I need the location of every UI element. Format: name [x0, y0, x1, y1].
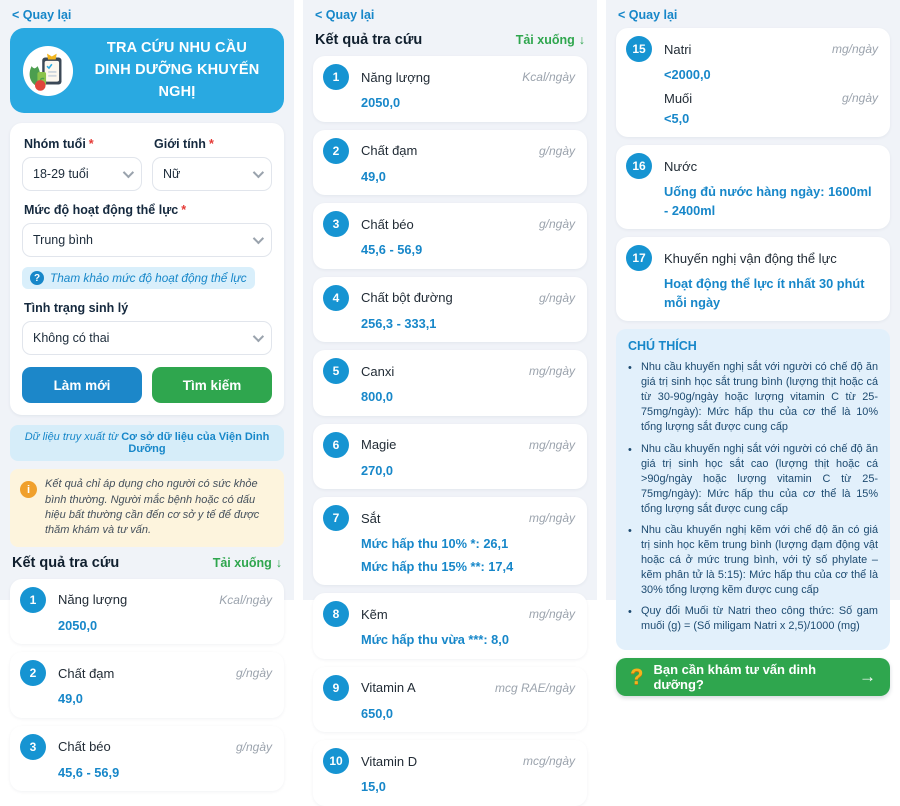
result-name: Năng lượng: [361, 69, 431, 85]
result-value: Mức hấp thu 15% **: 17,4: [361, 558, 514, 574]
result-value: 256,3 - 333,1: [361, 315, 437, 331]
result-number-badge: 9: [323, 675, 349, 701]
question-mark-icon: ?: [630, 664, 644, 690]
result-value: 15,0: [361, 779, 386, 795]
chevron-down-icon: [123, 167, 134, 178]
disclaimer-box: [10, 469, 284, 547]
result-unit: g/ngày: [538, 143, 575, 158]
result-number-badge: 2: [323, 138, 349, 164]
result-name: Khuyến nghị vận động thể lực: [664, 250, 837, 266]
result-number-badge: 3: [323, 211, 349, 237]
result-unit: g/ngày: [235, 739, 272, 754]
result-number-badge: 1: [20, 587, 46, 613]
age-group-value: 18-29 tuổi: [33, 167, 89, 182]
note-item: [628, 523, 878, 598]
back-link[interactable]: < Quay lại: [315, 8, 375, 22]
result-card-iron: [313, 497, 587, 585]
bullet-icon: •: [628, 443, 632, 456]
result-card-protein: [10, 652, 284, 718]
note-text: Nhu cầu khuyến nghị sắt với người có chế độ ăn giá trị sinh học sắt cao (lượng thịt hoặc cá >90g/ngày hoặc lượng vitamin C từ 25-75mg/ngày): Mức hấp thu của cơ thể là 15% tổng lượng sắt được cung cấp: [641, 442, 878, 515]
result-number-badge: 15: [626, 36, 652, 62]
result-name: Chất đạm: [58, 665, 115, 681]
page-title: TRA CỨU NHU CẦU DINH DƯỠNG KHUYẾN NGHỊ: [94, 40, 260, 100]
lookup-form-card: [10, 123, 284, 415]
required-mark: *: [88, 137, 94, 152]
result-unit: mcg/ngày: [522, 754, 575, 769]
result-number-badge: 2: [20, 660, 46, 686]
physio-status-select[interactable]: [22, 321, 272, 355]
results-title: Kết quả tra cứu: [315, 32, 423, 48]
result-number-badge: 1: [323, 64, 349, 90]
result-card-zinc: [313, 593, 587, 659]
result-value: 800,0: [361, 389, 394, 405]
result-number-badge: 8: [323, 601, 349, 627]
arrow-right-icon: →: [859, 667, 876, 687]
result-unit: mg/ngày: [528, 364, 575, 379]
result-value: Hoạt động thể lực ít nhất 30 phút mỗi ngày: [664, 276, 865, 310]
notes-title: CHÚ THÍCH: [628, 339, 697, 354]
result-name: Natri: [664, 41, 692, 57]
reset-button[interactable]: Làm mới: [22, 367, 142, 403]
result-card-fat: [313, 203, 587, 269]
result-value: Uống đủ nước hàng ngày: 1600ml - 2400ml: [664, 184, 872, 218]
result-name: Muối: [664, 90, 693, 106]
result-unit: Kcal/ngày: [219, 592, 272, 607]
result-name: Chất béo: [58, 739, 111, 755]
activity-level-label: Mức độ hoạt động thể lực *: [24, 203, 187, 218]
age-group-label: Nhóm tuổi *: [24, 137, 94, 152]
result-number-badge: 17: [626, 245, 652, 271]
result-unit: g/ngày: [538, 290, 575, 305]
nutrition-clipboard-icon: [22, 45, 74, 97]
result-value: <2000,0: [664, 67, 711, 82]
result-name: Kẽm: [361, 606, 388, 622]
result-value: Mức hấp thu vừa ***: 8,0: [361, 632, 509, 648]
result-value: <5,0: [664, 110, 690, 126]
result-value: 45,6 - 56,9: [58, 764, 120, 780]
bullet-icon: •: [628, 362, 632, 375]
result-name: Magie: [361, 437, 397, 453]
result-card-magnesium: [313, 424, 587, 490]
result-unit: g/ngày: [841, 90, 878, 105]
activity-reference-link[interactable]: ? Tham khảo mức độ hoạt động thể lực: [22, 267, 255, 289]
result-card-water: [616, 145, 890, 229]
result-unit: Kcal/ngày: [522, 70, 575, 84]
result-card-sodium: [616, 28, 890, 137]
download-button[interactable]: Tải xuống ↓: [212, 555, 282, 570]
activity-level-value: Trung bình: [33, 233, 93, 248]
required-mark: *: [208, 137, 214, 152]
result-number-badge: 7: [323, 505, 349, 531]
result-name: Năng lượng: [58, 592, 128, 608]
note-text: Nhu cầu khuyến nghị kẽm với chế độ ăn có giá trị sinh học kẽm trung bình (lượng đạm động vật hoặc cá ở mức trung bình, với tỷ số phylate – kẽm phân tử là 5:15): Mức hấp thu của cơ thể là 30% tổng lượng kẽm được cung cấp: [641, 523, 878, 596]
result-number-badge: 6: [323, 432, 349, 458]
note-item: [628, 442, 878, 517]
chevron-down-icon: [253, 167, 264, 178]
result-value: 270,0: [361, 462, 394, 478]
result-unit: mg/ngày: [528, 437, 575, 452]
result-value: 49,0: [58, 691, 83, 707]
result-unit: mg/ngày: [528, 607, 575, 622]
result-value: 45,6 - 56,9: [361, 242, 423, 258]
result-name: Nước: [664, 158, 698, 174]
note-text: Quy đổi Muối từ Natri theo công thức: Số gam muối (g) = (Số miligam Natri x 2,5)/1000 (mg): [641, 604, 878, 633]
result-card-energy: [10, 579, 284, 645]
data-source-note: Dữ liệu truy xuất từ Cơ sở dữ liệu của Viện Dinh Dưỡng: [10, 425, 284, 461]
result-card-physical-activity: [616, 237, 890, 321]
physio-status-value: Không có thai: [33, 331, 110, 346]
result-card-fat-clipped: [10, 726, 284, 792]
note-item: [628, 360, 878, 435]
gender-select[interactable]: [152, 157, 272, 191]
result-value: 49,0: [361, 168, 386, 184]
result-number-badge: 16: [626, 153, 652, 179]
bullet-icon: •: [628, 605, 632, 618]
result-card-vitamin-a: [313, 667, 587, 733]
result-name: Vitamin A: [361, 680, 416, 696]
result-number-badge: 3: [20, 734, 46, 760]
cta-label: Bạn cần khám tư vấn dinh dưỡng?: [653, 662, 817, 693]
result-number-badge: 5: [323, 358, 349, 384]
chevron-down-icon: [253, 233, 264, 244]
back-link[interactable]: < Quay lại: [12, 8, 72, 22]
required-mark: *: [181, 203, 187, 218]
lookup-form-panel: [0, 0, 294, 780]
result-unit: g/ngày: [235, 666, 272, 681]
chevron-down-icon: [253, 331, 264, 342]
result-unit: mg/ngày: [831, 42, 878, 56]
result-unit: g/ngày: [538, 217, 575, 232]
download-icon: ↓: [275, 555, 282, 570]
search-button[interactable]: Tìm kiếm: [152, 367, 272, 403]
result-unit: mcg RAE/ngày: [494, 680, 575, 695]
result-value: Mức hấp thu 10% *: 26,1: [361, 536, 509, 552]
download-icon: ↓: [578, 33, 585, 47]
consultation-cta-button[interactable]: [616, 658, 890, 696]
result-value: 2050,0: [58, 617, 98, 633]
result-card-protein: [313, 130, 587, 196]
result-unit: mg/ngày: [528, 511, 575, 526]
result-name: Vitamin D: [361, 753, 418, 769]
result-card-calcium: [313, 350, 587, 416]
gender-label: Giới tính *: [154, 137, 214, 152]
download-button[interactable]: Tải xuống ↓: [515, 33, 585, 47]
note-text: Nhu cầu khuyến nghị sắt với người có chế độ ăn giá trị sinh học sắt trung bình (lượng thịt hoặc cá từ 30-90g/ngày hoặc lượng vitamin C từ 25-75mg/ngày): Mức hấp thu của cơ thể là 10% tổng lượng sắt được cung cấp: [641, 361, 878, 434]
result-value: 2050,0: [361, 95, 401, 110]
physio-status-label: Tình trạng sinh lý: [24, 301, 129, 316]
app-header-banner: [10, 28, 284, 113]
disclaimer-text: Kết quả chỉ áp dụng cho người có sức khỏe bình thường. Người mắc bệnh hoặc có dấu hiệu bất thường cần đến cơ sở y tế để được thăm khám và tư vấn.: [45, 478, 260, 537]
result-value: 650,0: [361, 705, 394, 721]
result-card-energy: [313, 56, 587, 122]
activity-level-select[interactable]: [22, 223, 272, 257]
result-card-carbs: [313, 277, 587, 343]
info-icon: i: [20, 481, 37, 498]
results-title: Kết quả tra cứu: [12, 554, 120, 571]
results-panel: [303, 0, 597, 795]
back-link[interactable]: < Quay lại: [618, 8, 678, 22]
result-name: Sắt: [361, 510, 381, 526]
results-notes-panel: [606, 0, 900, 693]
notes-card: [616, 329, 890, 650]
result-number-badge: 10: [323, 748, 349, 774]
result-name: Chất béo: [361, 216, 414, 232]
note-item: [628, 604, 878, 634]
result-name: Canxi: [361, 363, 395, 379]
bullet-icon: •: [628, 524, 632, 537]
gender-value: Nữ: [163, 167, 181, 182]
result-card-vitamin-d: [313, 740, 587, 806]
question-circle-icon: ?: [30, 271, 44, 285]
result-number-badge: 4: [323, 285, 349, 311]
age-group-select[interactable]: [22, 157, 142, 191]
result-name: Chất đạm: [361, 143, 418, 159]
result-name: Chất bột đường: [361, 290, 453, 306]
